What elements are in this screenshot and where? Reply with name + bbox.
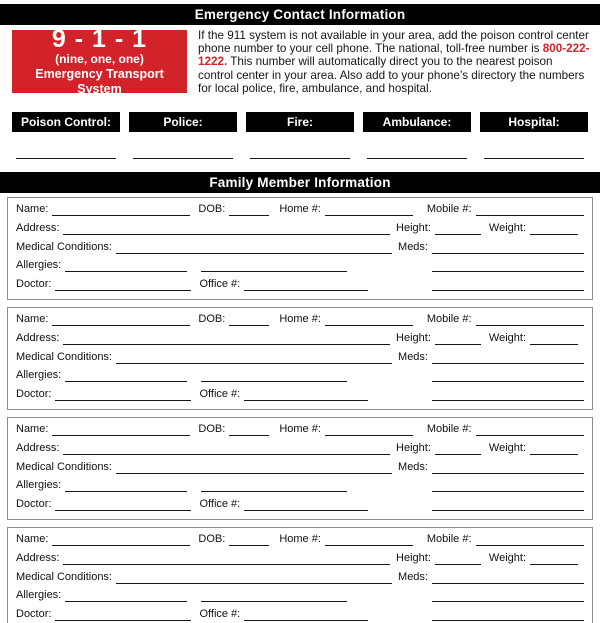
medical-conditions-label: Medical Conditions: xyxy=(16,240,112,253)
meds-extra-fill-line-2 xyxy=(432,279,584,291)
home-phone-label: Home #: xyxy=(279,423,321,435)
home-phone-label: Home #: xyxy=(279,203,321,215)
doctor-label: Doctor: xyxy=(16,498,52,510)
weight-fill-line xyxy=(530,443,578,455)
intro-text-after: This number will automatically direct you to the nearest poison control center in your area. Also add to your phone’s directory the numbers for local police, fire, ambulance, and hospital. xyxy=(198,55,585,95)
allergies-extra-fill-line xyxy=(201,480,347,492)
contact-col-poison-control xyxy=(12,112,120,132)
height-fill-line xyxy=(435,223,481,235)
contact-col-police xyxy=(129,112,237,132)
home-phone-fill-line xyxy=(325,534,413,546)
contact-col-ambulance xyxy=(363,112,471,132)
dob-fill-line xyxy=(229,534,269,546)
911-number: 9 - 1 - 1 xyxy=(51,25,148,53)
family-member-card xyxy=(7,197,593,300)
meds-extra-fill-line-2 xyxy=(432,389,584,401)
meds-extra-fill-line-1 xyxy=(432,370,584,382)
member-row-medical xyxy=(16,241,584,254)
weight-label: Weight: xyxy=(488,331,526,344)
address-fill-line xyxy=(63,553,390,565)
office-phone-fill-line xyxy=(244,499,368,511)
meds-extra-fill-line-1 xyxy=(432,480,584,492)
address-fill-line xyxy=(63,333,390,345)
member-row-allergies xyxy=(16,369,584,382)
medical-conditions-label: Medical Conditions: xyxy=(16,460,112,473)
address-fill-line xyxy=(63,223,390,235)
home-phone-fill-line xyxy=(325,204,413,216)
section-header-family xyxy=(0,172,600,193)
mobile-phone-label: Mobile #: xyxy=(426,313,472,325)
office-phone-label: Office #: xyxy=(199,388,241,400)
address-label: Address: xyxy=(16,551,60,564)
mobile-phone-label: Mobile #: xyxy=(426,203,472,215)
member-row-identity xyxy=(16,423,584,436)
height-label: Height: xyxy=(396,441,431,454)
family-member-card xyxy=(7,527,593,623)
mobile-phone-label: Mobile #: xyxy=(426,423,472,435)
emergency-contacts-fill-row xyxy=(12,150,588,159)
member-row-address xyxy=(16,442,584,455)
dob-label: DOB: xyxy=(198,203,226,215)
address-label: Address: xyxy=(16,221,60,234)
member-row-medical xyxy=(16,461,584,474)
contact-col-hospital xyxy=(480,112,588,132)
member-row-doctor xyxy=(16,498,584,511)
name-label: Name: xyxy=(16,203,49,215)
member-row-medical xyxy=(16,351,584,364)
address-fill-line xyxy=(63,443,390,455)
member-row-address xyxy=(16,332,584,345)
weight-fill-line xyxy=(530,333,578,345)
office-phone-label: Office #: xyxy=(199,608,241,620)
mobile-phone-fill-line xyxy=(476,424,584,436)
name-label: Name: xyxy=(16,313,49,325)
medical-conditions-label: Medical Conditions: xyxy=(16,570,112,583)
member-row-doctor xyxy=(16,388,584,401)
member-row-identity xyxy=(16,313,584,326)
medical-conditions-label: Medical Conditions: xyxy=(16,350,112,363)
mobile-phone-label: Mobile #: xyxy=(426,533,472,545)
name-fill-line xyxy=(52,424,190,436)
medical-conditions-fill-line xyxy=(116,572,392,584)
section-header-emergency xyxy=(0,4,600,25)
doctor-fill-line xyxy=(55,499,191,511)
allergies-label: Allergies: xyxy=(16,479,62,492)
address-label: Address: xyxy=(16,441,60,454)
member-row-allergies xyxy=(16,589,584,602)
weight-label: Weight: xyxy=(488,441,526,454)
name-label: Name: xyxy=(16,533,49,545)
allergies-extra-fill-line xyxy=(201,370,347,382)
hospital-fill-line xyxy=(484,150,584,159)
name-fill-line xyxy=(52,534,190,546)
contact-col-fire xyxy=(246,112,354,132)
height-label: Height: xyxy=(396,551,431,564)
911-callout-box xyxy=(12,25,187,96)
member-row-doctor xyxy=(16,608,584,621)
doctor-fill-line xyxy=(55,389,191,401)
medical-conditions-fill-line xyxy=(116,462,392,474)
address-label: Address: xyxy=(16,331,60,344)
name-label: Name: xyxy=(16,423,49,435)
police-fill-line xyxy=(133,150,233,159)
allergies-fill-line xyxy=(65,370,187,382)
weight-label: Weight: xyxy=(488,221,526,234)
mobile-phone-fill-line xyxy=(476,204,584,216)
doctor-label: Doctor: xyxy=(16,278,52,290)
home-phone-fill-line xyxy=(325,314,413,326)
weight-fill-line xyxy=(530,223,578,235)
meds-fill-line xyxy=(432,352,584,364)
doctor-fill-line xyxy=(55,609,191,621)
dob-fill-line xyxy=(229,424,269,436)
office-phone-label: Office #: xyxy=(199,498,241,510)
family-section-title: Family Member Information xyxy=(209,175,391,190)
name-fill-line xyxy=(52,204,190,216)
meds-extra-fill-line-1 xyxy=(432,260,584,272)
meds-fill-line xyxy=(432,572,584,584)
dob-label: DOB: xyxy=(198,423,226,435)
height-fill-line xyxy=(435,553,481,565)
fire-label: Fire: xyxy=(246,112,354,132)
member-row-address xyxy=(16,552,584,565)
911-system-label: Emergency Transport System xyxy=(35,67,164,96)
dob-label: DOB: xyxy=(198,533,226,545)
member-row-identity xyxy=(16,203,584,216)
police-label: Police: xyxy=(129,112,237,132)
emergency-contacts-label-row xyxy=(12,112,588,132)
meds-label: Meds: xyxy=(398,240,428,253)
poison-control-fill-line xyxy=(16,150,116,159)
height-label: Height: xyxy=(396,221,431,234)
office-phone-fill-line xyxy=(244,279,368,291)
meds-label: Meds: xyxy=(398,350,428,363)
height-fill-line xyxy=(435,333,481,345)
weight-label: Weight: xyxy=(488,551,526,564)
hospital-label: Hospital: xyxy=(480,112,588,132)
meds-extra-fill-line-2 xyxy=(432,609,584,621)
member-row-allergies xyxy=(16,259,584,272)
meds-label: Meds: xyxy=(398,460,428,473)
poison-control-label: Poison Control: xyxy=(12,112,120,132)
allergies-fill-line xyxy=(65,260,187,272)
office-phone-label: Office #: xyxy=(199,278,241,290)
allergies-fill-line xyxy=(65,480,187,492)
home-phone-fill-line xyxy=(325,424,413,436)
ambulance-fill-line xyxy=(367,150,467,159)
height-fill-line xyxy=(435,443,481,455)
allergies-fill-line xyxy=(65,590,187,602)
member-row-address xyxy=(16,222,584,235)
office-phone-fill-line xyxy=(244,609,368,621)
ambulance-label: Ambulance: xyxy=(363,112,471,132)
office-phone-fill-line xyxy=(244,389,368,401)
home-phone-label: Home #: xyxy=(279,533,321,545)
allergies-label: Allergies: xyxy=(16,259,62,272)
dob-fill-line xyxy=(229,204,269,216)
meds-fill-line xyxy=(432,462,584,474)
member-row-medical xyxy=(16,571,584,584)
dob-label: DOB: xyxy=(198,313,226,325)
doctor-label: Doctor: xyxy=(16,608,52,620)
allergies-extra-fill-line xyxy=(201,590,347,602)
meds-extra-fill-line-1 xyxy=(432,590,584,602)
911-words: (nine, one, one) xyxy=(55,52,144,66)
dob-fill-line xyxy=(229,314,269,326)
family-members xyxy=(7,197,593,623)
member-row-identity xyxy=(16,533,584,546)
mobile-phone-fill-line xyxy=(476,314,584,326)
height-label: Height: xyxy=(396,331,431,344)
allergies-extra-fill-line xyxy=(201,260,347,272)
poison-control-phone-number: 800-222-1222. xyxy=(198,42,590,69)
weight-fill-line xyxy=(530,553,578,565)
name-fill-line xyxy=(52,314,190,326)
intro-text-before: If the 911 system is not available in your area, add the poison control center phone number to your cell phone. The national, toll-free number is xyxy=(198,29,589,56)
member-row-allergies xyxy=(16,479,584,492)
family-member-card xyxy=(7,417,593,520)
doctor-label: Doctor: xyxy=(16,388,52,400)
poison-control-instructions xyxy=(198,29,590,95)
member-row-doctor xyxy=(16,278,584,291)
mobile-phone-fill-line xyxy=(476,534,584,546)
home-phone-label: Home #: xyxy=(279,313,321,325)
page-title: Emergency Contact Information xyxy=(194,7,406,22)
allergies-label: Allergies: xyxy=(16,589,62,602)
medical-conditions-fill-line xyxy=(116,352,392,364)
doctor-fill-line xyxy=(55,279,191,291)
meds-label: Meds: xyxy=(398,570,428,583)
fire-fill-line xyxy=(250,150,350,159)
family-member-card xyxy=(7,307,593,410)
allergies-label: Allergies: xyxy=(16,369,62,382)
meds-extra-fill-line-2 xyxy=(432,499,584,511)
meds-fill-line xyxy=(432,242,584,254)
medical-conditions-fill-line xyxy=(116,242,392,254)
